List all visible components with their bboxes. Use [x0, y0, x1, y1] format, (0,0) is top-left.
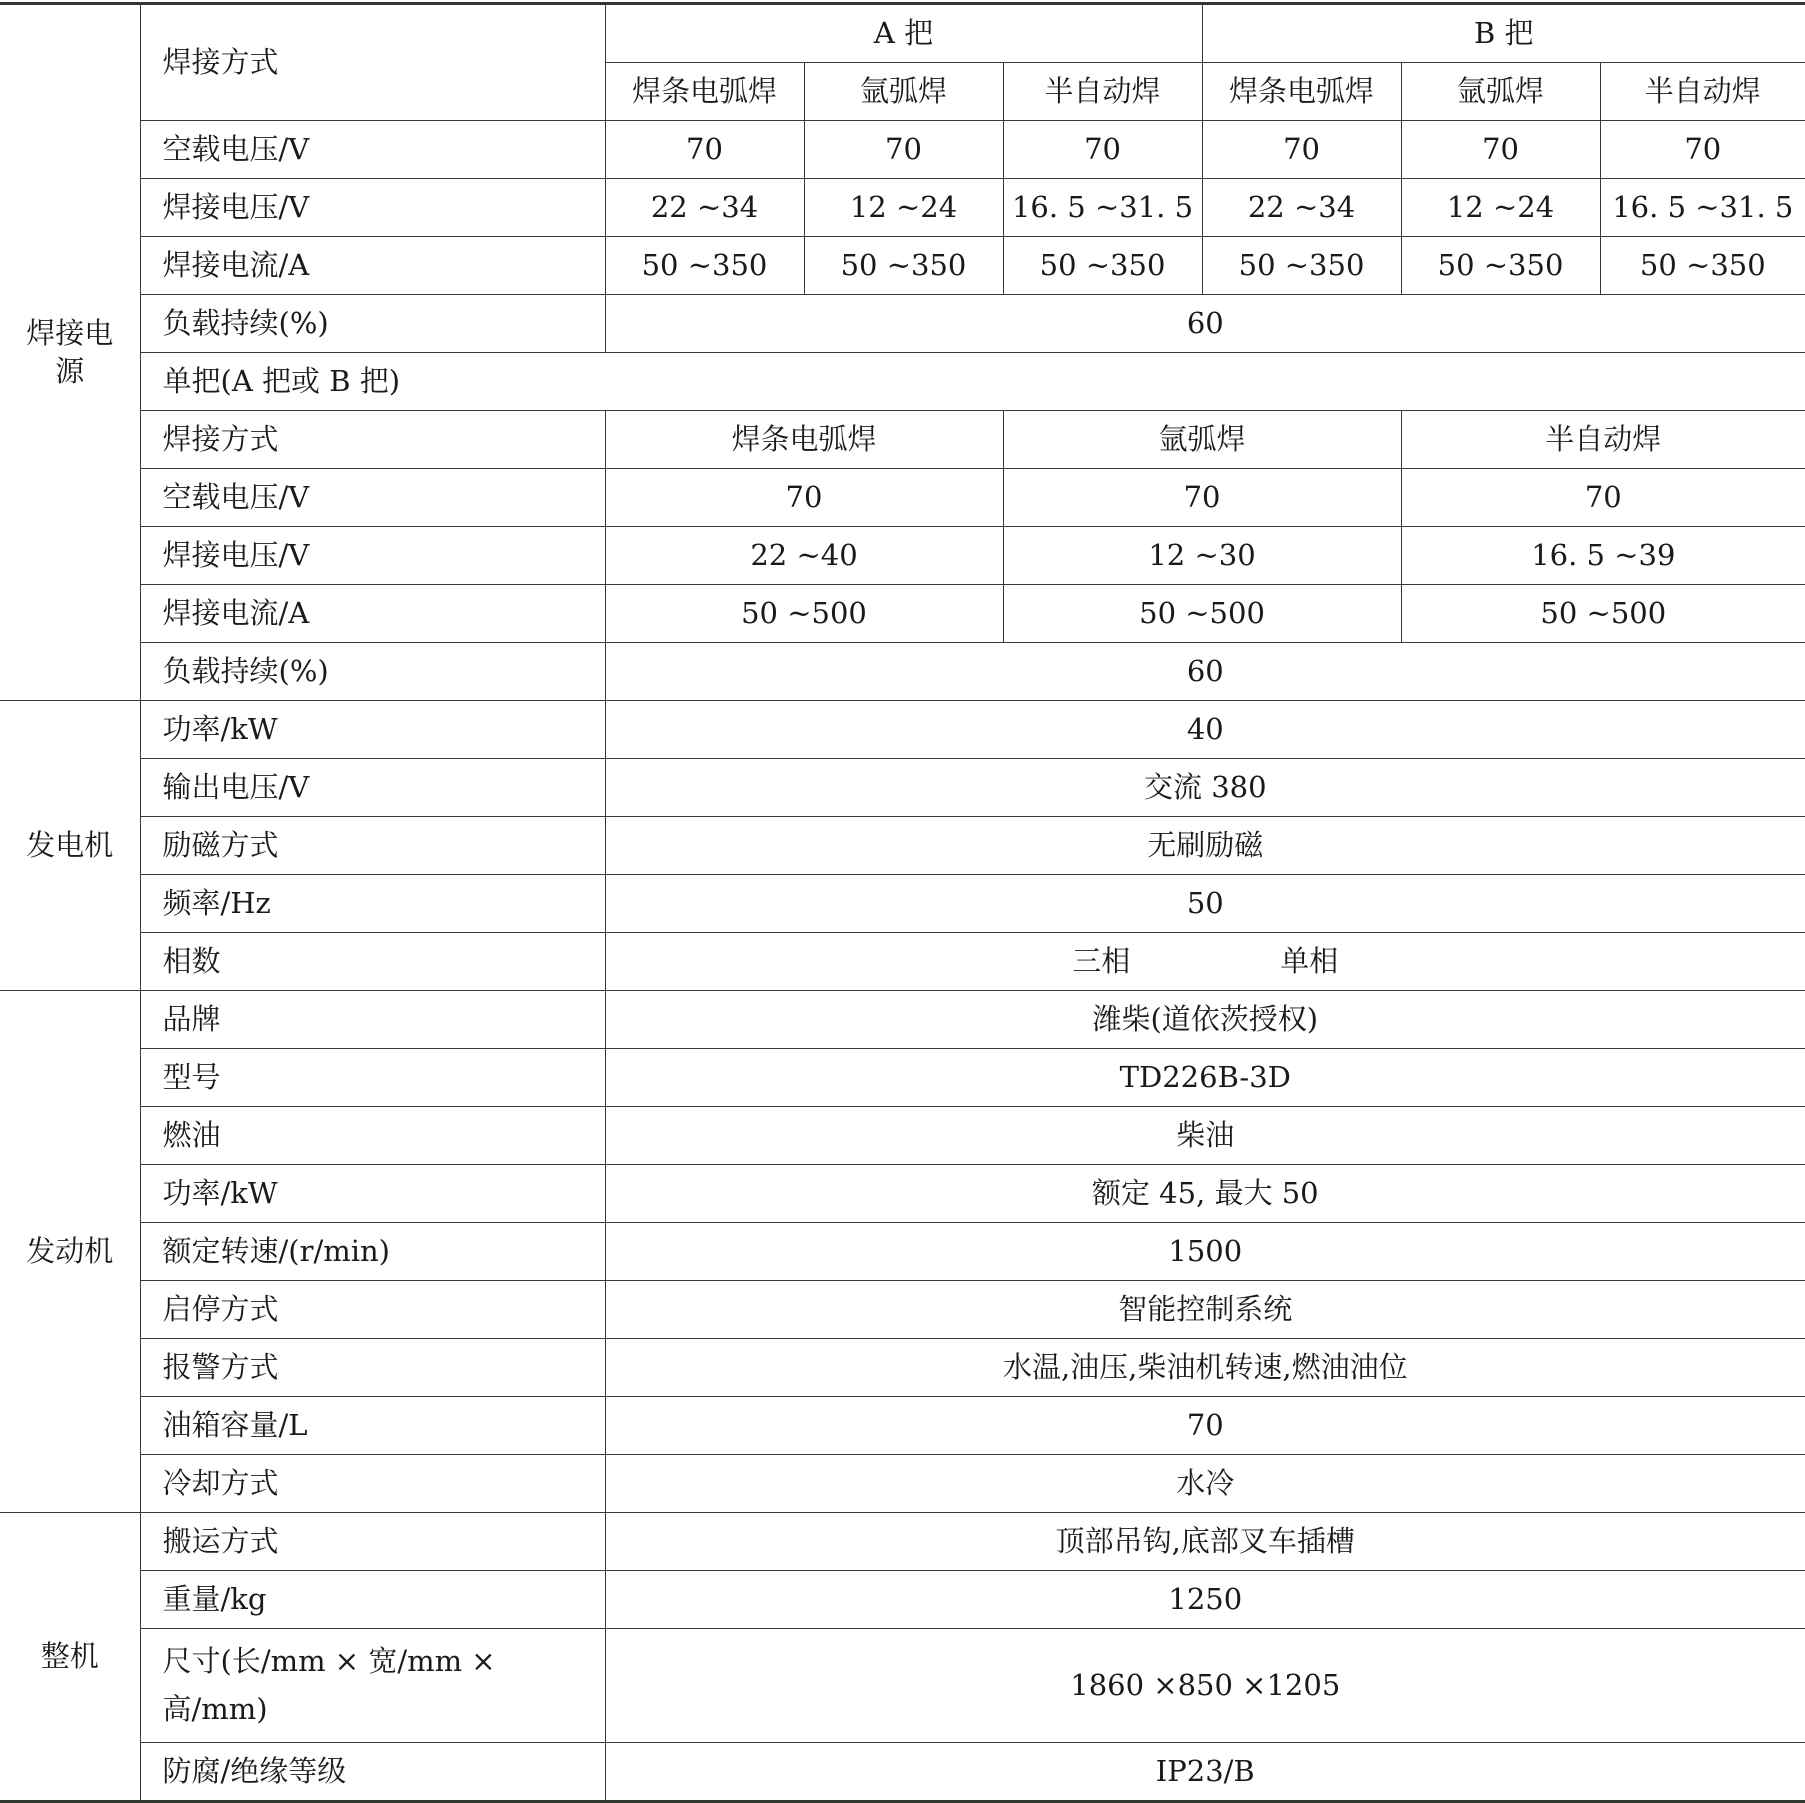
row-label: 尺寸(长/mm × 宽/mm × 高/mm): [140, 1629, 605, 1743]
row-label: 额定转速/(r/min): [140, 1223, 605, 1281]
single-gun-header: 单把(A 把或 B 把): [140, 353, 1805, 411]
row-label: 油箱容量/L: [140, 1397, 605, 1455]
row-label: 焊接电压/V: [140, 527, 605, 585]
row-label: 输出电压/V: [140, 759, 605, 817]
table-cell: 70: [605, 469, 1003, 527]
gun-a-header: A 把: [605, 4, 1202, 63]
row-label: 搬运方式: [140, 1513, 605, 1571]
table-cell: 70: [1003, 469, 1401, 527]
table-cell: 70: [1401, 121, 1600, 179]
table-row: [0, 1629, 1805, 1743]
table-cell: 顶部吊钩,底部叉车插槽: [605, 1513, 1805, 1571]
row-label: 焊接方式: [140, 4, 605, 121]
row-label: 功率/kW: [140, 701, 605, 759]
table-cell: 12 ~30: [1003, 527, 1401, 585]
group-label-welding: 焊接电源: [0, 4, 140, 701]
row-label: 焊接电压/V: [140, 179, 605, 237]
method-header: 焊条电弧焊: [605, 411, 1003, 469]
table-cell: 1250: [605, 1571, 1805, 1629]
table-row: [0, 1743, 1805, 1802]
method-header: 氩弧焊: [1003, 411, 1401, 469]
spec-table: [0, 2, 1805, 1803]
row-label: 焊接电流/A: [140, 585, 605, 643]
table-row: [0, 1513, 1805, 1571]
table-cell: 交流 380: [605, 759, 1805, 817]
row-label: 启停方式: [140, 1281, 605, 1339]
method-header: 半自动焊: [1003, 63, 1202, 121]
row-label: 励磁方式: [140, 817, 605, 875]
method-header: 半自动焊: [1401, 411, 1805, 469]
group-label-engine: 发动机: [0, 991, 140, 1513]
table-cell: 60: [605, 643, 1805, 701]
table-row: [0, 179, 1805, 237]
table-row: [0, 875, 1805, 933]
table-cell: 12 ~24: [1401, 179, 1600, 237]
method-header: 氩弧焊: [1401, 63, 1600, 121]
table-cell: 1860 ×850 ×1205: [605, 1629, 1805, 1743]
table-row: [0, 817, 1805, 875]
table-cell: 50 ~500: [1003, 585, 1401, 643]
table-row: [0, 1397, 1805, 1455]
row-label: 相数: [140, 933, 605, 991]
table-cell: 水温,油压,柴油机转速,燃油油位: [605, 1339, 1805, 1397]
table-row: [0, 1339, 1805, 1397]
table-cell: 70: [1600, 121, 1805, 179]
table-row: [0, 701, 1805, 759]
table-cell: 70: [1401, 469, 1805, 527]
group-label-generator: 发电机: [0, 701, 140, 991]
row-label: 频率/Hz: [140, 875, 605, 933]
table-row: [0, 1455, 1805, 1513]
table-cell: 50 ~350: [804, 237, 1003, 295]
table-row: [0, 1223, 1805, 1281]
phases-cell: [605, 933, 1805, 991]
row-label: 空载电压/V: [140, 121, 605, 179]
table-cell: 70: [1003, 121, 1202, 179]
table-cell: 50: [605, 875, 1805, 933]
table-row: [0, 1571, 1805, 1629]
table-row: [0, 991, 1805, 1049]
table-cell: 22 ~40: [605, 527, 1003, 585]
method-header: 焊条电弧焊: [605, 63, 804, 121]
row-label: 型号: [140, 1049, 605, 1107]
table-cell: 1500: [605, 1223, 1805, 1281]
phase-single: 单相: [1280, 944, 1339, 979]
row-label: 焊接电流/A: [140, 237, 605, 295]
phase-three: 三相: [1072, 944, 1131, 979]
table-cell: 60: [605, 295, 1805, 353]
table-cell: 智能控制系统: [605, 1281, 1805, 1339]
table-row: [0, 585, 1805, 643]
gun-b-header: B 把: [1202, 4, 1805, 63]
row-label: 功率/kW: [140, 1165, 605, 1223]
table-cell: 16. 5 ~31. 5: [1003, 179, 1202, 237]
table-row: [0, 237, 1805, 295]
table-row: [0, 121, 1805, 179]
table-cell: 40: [605, 701, 1805, 759]
row-label: 空载电压/V: [140, 469, 605, 527]
table-row: [0, 933, 1805, 991]
table-cell: 潍柴(道依茨授权): [605, 991, 1805, 1049]
row-label: 防腐/绝缘等级: [140, 1743, 605, 1802]
table-cell: 水冷: [605, 1455, 1805, 1513]
table-row: [0, 411, 1805, 469]
table-cell: 16. 5 ~39: [1401, 527, 1805, 585]
table-cell: 70: [804, 121, 1003, 179]
row-label: 重量/kg: [140, 1571, 605, 1629]
table-row: [0, 1049, 1805, 1107]
table-cell: 柴油: [605, 1107, 1805, 1165]
row-label: 负载持续(%): [140, 643, 605, 701]
table-cell: 22 ~34: [1202, 179, 1401, 237]
table-row: [0, 295, 1805, 353]
table-cell: 12 ~24: [804, 179, 1003, 237]
row-label: 焊接方式: [140, 411, 605, 469]
table-cell: 16. 5 ~31. 5: [1600, 179, 1805, 237]
table-cell: 无刷励磁: [605, 817, 1805, 875]
row-label: 燃油: [140, 1107, 605, 1165]
method-header: 半自动焊: [1600, 63, 1805, 121]
group-label-machine: 整机: [0, 1513, 140, 1802]
table-cell: 额定 45, 最大 50: [605, 1165, 1805, 1223]
table-cell: TD226B-3D: [605, 1049, 1805, 1107]
method-header: 氩弧焊: [804, 63, 1003, 121]
table-cell: 50 ~350: [1401, 237, 1600, 295]
table-cell: 50 ~350: [1600, 237, 1805, 295]
table-cell: 22 ~34: [605, 179, 804, 237]
table-cell: 70: [1202, 121, 1401, 179]
table-cell: IP23/B: [605, 1743, 1805, 1802]
table-row: [0, 527, 1805, 585]
table-row: [0, 353, 1805, 411]
table-cell: 70: [605, 121, 804, 179]
table-row: [0, 1165, 1805, 1223]
table-cell: 50 ~350: [1003, 237, 1202, 295]
table-row: [0, 1281, 1805, 1339]
table-cell: 70: [605, 1397, 1805, 1455]
table-row: [0, 4, 1805, 63]
table-cell: 50 ~500: [605, 585, 1003, 643]
table-cell: 50 ~350: [1202, 237, 1401, 295]
row-label: 品牌: [140, 991, 605, 1049]
row-label: 冷却方式: [140, 1455, 605, 1513]
row-label: 报警方式: [140, 1339, 605, 1397]
table-cell: 50 ~350: [605, 237, 804, 295]
table-row: [0, 643, 1805, 701]
table-row: [0, 1107, 1805, 1165]
table-row: [0, 759, 1805, 817]
method-header: 焊条电弧焊: [1202, 63, 1401, 121]
table-cell: 50 ~500: [1401, 585, 1805, 643]
row-label: 负载持续(%): [140, 295, 605, 353]
table-row: [0, 469, 1805, 527]
